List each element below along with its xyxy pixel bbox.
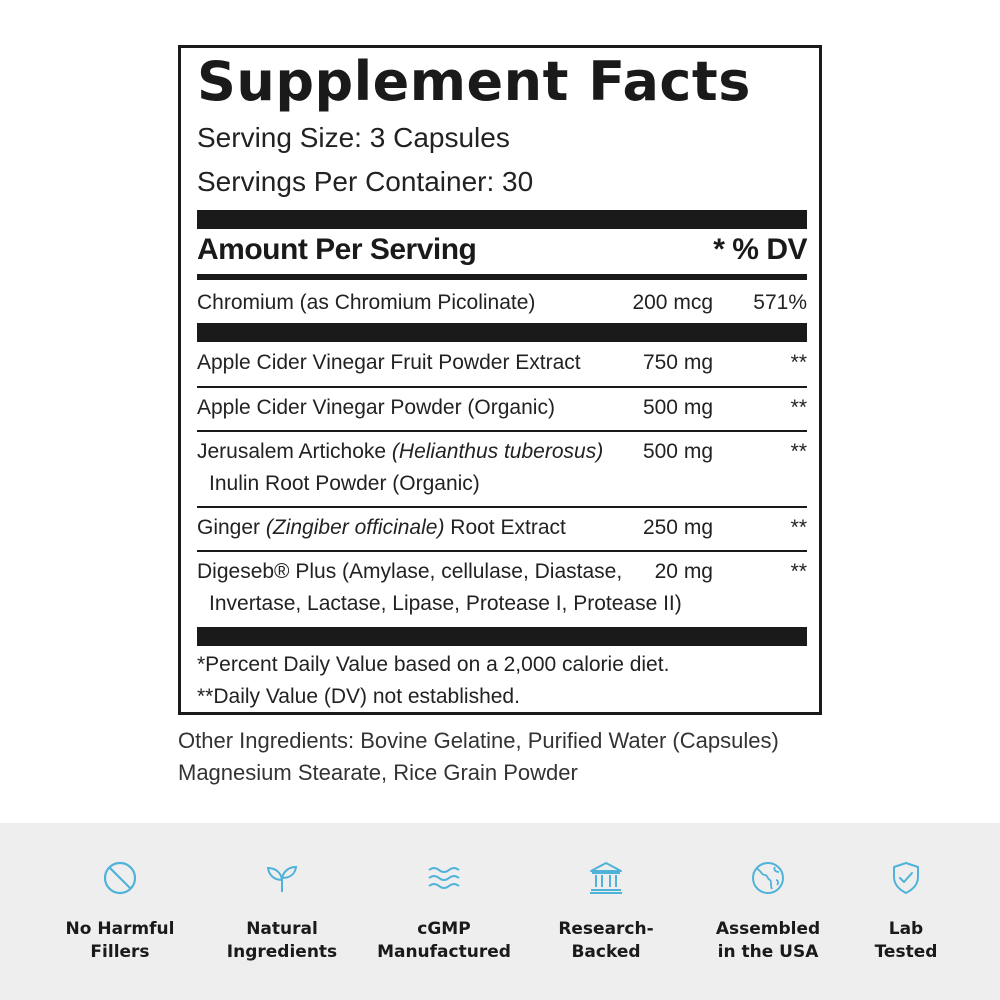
badge-label: No Harmful Fillers xyxy=(65,919,175,962)
badge-label: Research- Backed xyxy=(558,919,654,962)
ingredient-name-plain: Ginger xyxy=(197,516,266,539)
sprout-icon xyxy=(262,858,302,898)
other-ingredients: Other Ingredients: Bovine Gelatine, Purified Water (Capsules) Magnesium Stearate, Rice Grain Powder xyxy=(178,728,779,785)
ingredient-name xyxy=(197,440,603,464)
ingredient-name: Digeseb® Plus (Amylase, cellulase, Diastase, xyxy=(197,560,623,583)
panel-title: Supplement Facts xyxy=(197,50,751,113)
badge-assembled-in-usa xyxy=(693,858,843,964)
feature-badges-band xyxy=(0,823,1000,1000)
badge-label: Natural Ingredients xyxy=(226,919,338,962)
footnote-not-established: **Daily Value (DV) not established. xyxy=(197,685,520,708)
ingredient-amount: 200 mcg xyxy=(632,291,713,314)
ingredient-name-line2: Inulin Root Powder (Organic) xyxy=(209,472,480,495)
globe-icon xyxy=(748,858,788,898)
badge-research-backed xyxy=(531,858,681,964)
thick-rule xyxy=(197,210,807,229)
thin-rule xyxy=(197,506,807,508)
supplement-facts-panel xyxy=(178,45,822,715)
thick-rule xyxy=(197,323,807,342)
ingredient-name: Chromium (as Chromium Picolinate) xyxy=(197,291,536,314)
ingredient-dv: ** xyxy=(790,396,807,419)
shield-check-icon xyxy=(886,858,926,898)
ingredient-amount: 750 mg xyxy=(642,351,713,374)
ingredient-name-plain: Jerusalem Artichoke xyxy=(197,440,392,463)
badge-cgmp-manufactured xyxy=(369,858,519,964)
dv-header: * % DV xyxy=(713,233,807,266)
ingredient-name-suffix: Root Extract xyxy=(444,516,566,539)
amount-header-row xyxy=(197,233,807,269)
badge-lab-tested xyxy=(831,858,981,964)
thin-rule xyxy=(197,430,807,432)
ingredient-dv: ** xyxy=(790,516,807,539)
ingredient-amount: 250 mg xyxy=(642,516,713,539)
ingredient-amount: 500 mg xyxy=(642,440,713,463)
serving-size: Serving Size: 3 Capsules xyxy=(197,122,510,153)
thick-rule xyxy=(197,627,807,646)
badge-label: Lab Tested xyxy=(874,919,938,962)
footnote-daily-value: *Percent Daily Value based on a 2,000 calorie diet. xyxy=(197,653,670,676)
ingredient-dv: ** xyxy=(790,560,807,583)
waves-icon xyxy=(424,858,464,898)
badge-natural-ingredients xyxy=(207,858,357,964)
badge-no-harmful-fillers xyxy=(45,858,195,964)
ingredient-dv: ** xyxy=(790,351,807,374)
institution-icon xyxy=(586,858,626,898)
ingredient-name: Apple Cider Vinegar Powder (Organic) xyxy=(197,396,555,419)
thin-rule xyxy=(197,386,807,388)
ingredient-amount: 500 mg xyxy=(642,396,713,419)
ingredient-name xyxy=(197,516,566,540)
badge-label: Assembled in the USA xyxy=(715,919,821,962)
ingredient-dv: ** xyxy=(790,440,807,463)
medium-rule xyxy=(197,274,807,280)
ingredient-name: Apple Cider Vinegar Fruit Powder Extract xyxy=(197,351,581,374)
thin-rule xyxy=(197,550,807,552)
ingredient-latin-name: (Zingiber officinale) xyxy=(265,516,445,539)
no-symbol-icon xyxy=(100,858,140,898)
ingredient-amount: 20 mg xyxy=(654,560,713,583)
badge-label: cGMP Manufactured xyxy=(377,919,511,962)
ingredient-latin-name: (Helianthus tuberosus) xyxy=(391,440,604,463)
amount-per-serving-header: Amount Per Serving xyxy=(197,233,477,266)
ingredient-name-line2: Invertase, Lactase, Lipase, Protease I, Protease II) xyxy=(209,592,682,615)
ingredient-dv: 571% xyxy=(753,291,807,314)
servings-per-container: Servings Per Container: 30 xyxy=(197,166,534,197)
